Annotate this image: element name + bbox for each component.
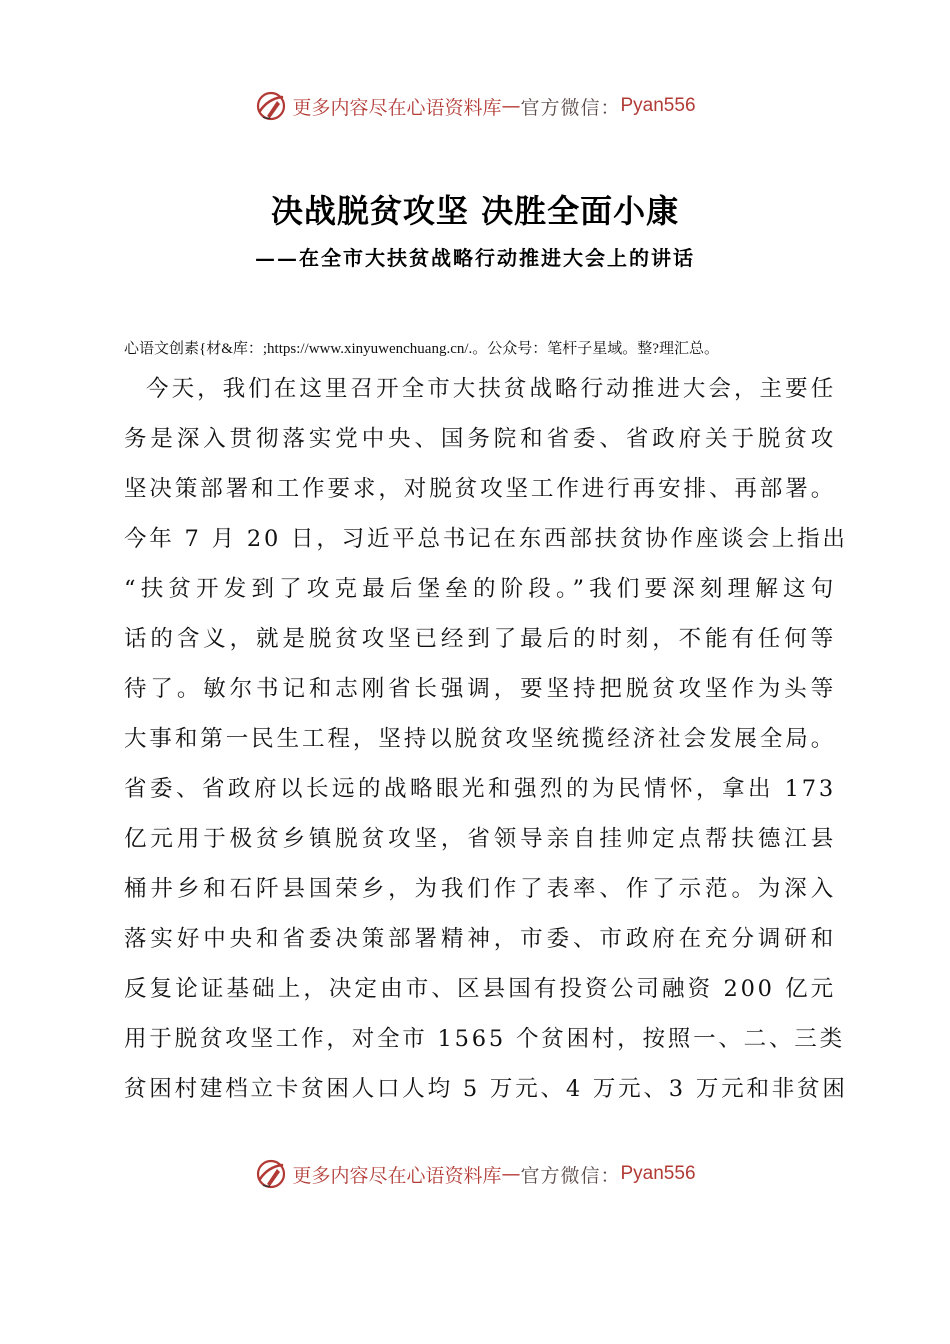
body-line: “扶贫开发到了攻克最后堡垒的阶段。”我们要深刻理解这句: [124, 576, 836, 602]
banner-separator: —: [501, 95, 521, 117]
banner-slogan: 更多内容尽在心语资料库: [292, 1164, 502, 1187]
pen-logo-icon: [254, 89, 288, 123]
banner-separator: —: [501, 1163, 521, 1185]
banner-wechat-label: 官方微信：: [520, 1164, 621, 1187]
body-line: 话的含义，就是脱贫攻坚已经到了最后的时刻，不能有任何等: [124, 626, 836, 652]
body-line: 今天，我们在这里召开全市大扶贫战略行动推进大会，主要任: [146, 376, 836, 402]
body-line: 贫困村建档立卡贫困人口人均 5 万元、4 万元、3 万元和非贫困: [124, 1076, 848, 1102]
pen-logo-icon: [254, 1157, 288, 1191]
source-watermark-line: 心语文创素{材&库：;https://www.xinyuwenchuang.cn/.。公众号：笔杆子星域。整?理汇总。: [124, 341, 719, 357]
document-title: 决战脱贫攻坚 决胜全面小康: [270, 192, 680, 230]
body-line: 落实好中央和省委决策部署精神，市委、市政府在充分调研和: [124, 926, 836, 952]
body-line: 亿元用于极贫乡镇脱贫攻坚，省领导亲自挂帅定点帮扶德江县: [124, 826, 836, 852]
banner-slogan: 更多内容尽在心语资料库: [292, 96, 502, 119]
body-line: 反复论证基础上，决定由市、区县国有投资公司融资 200 亿元: [124, 976, 836, 1002]
body-line: 坚决策部署和工作要求，对脱贫攻坚工作进行再安排、再部署。: [124, 476, 836, 502]
body-line: 用于脱贫攻坚工作，对全市 1565 个贫困村，按照一、二、三类: [124, 1026, 845, 1052]
body-line: 大事和第一民生工程，坚持以脱贫攻坚统揽经济社会发展全局。: [124, 726, 836, 752]
body-line: 桶井乡和石阡县国荣乡，为我们作了表率、作了示范。为深入: [124, 876, 836, 902]
footer-banner: [0, 1154, 950, 1194]
body-paragraph: [124, 364, 848, 1114]
banner-wechat-id: Pyan556: [620, 1163, 696, 1184]
body-line: 省委、省政府以长远的战略眼光和强烈的为民情怀，拿出 173: [124, 776, 836, 802]
body-line: 待了。敏尔书记和志刚省长强调，要坚持把脱贫攻坚作为头等: [124, 676, 836, 702]
body-line: 务是深入贯彻落实党中央、国务院和省委、省政府关于脱贫攻: [124, 426, 836, 452]
body-line: 今年 7 月 20 日，习近平总书记在东西部扶贫协作座谈会上指出: [124, 526, 848, 552]
document-subtitle: ——在全市大扶贫战略行动推进大会上的讲话: [255, 246, 695, 270]
banner-wechat-label: 官方微信：: [520, 96, 621, 119]
header-banner: [0, 86, 950, 126]
banner-wechat-id: Pyan556: [620, 95, 696, 116]
